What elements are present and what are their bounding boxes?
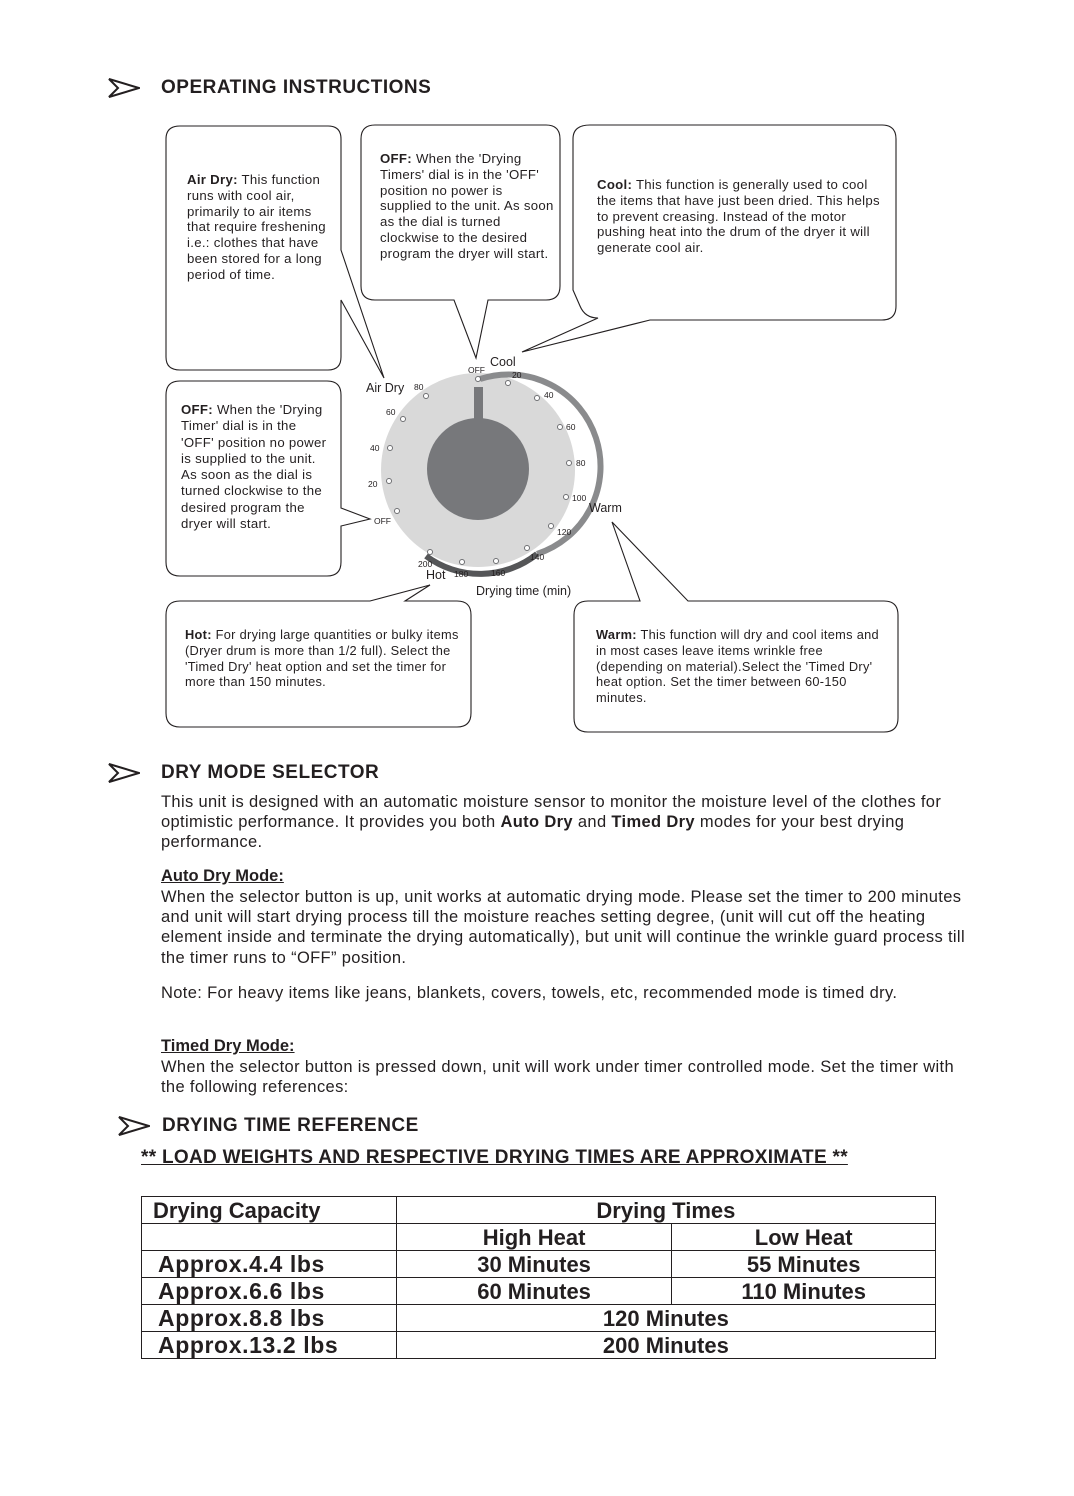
reference-title: DRYING TIME REFERENCE [162, 1115, 419, 1136]
dry-mode-heading [108, 759, 380, 787]
heat-tick: 40 [544, 390, 554, 400]
intro-timed-dry: Timed Dry [611, 813, 695, 832]
off-top-text: When the 'Drying Timers' dial is in the 'OFF' position no power is supplied to the unit. As soon as the dial is turned clockwise to the desired program the dryer will start. [380, 151, 554, 261]
table-header-row [142, 1197, 936, 1224]
header-capacity: Drying Capacity [142, 1197, 397, 1224]
row-capacity: Approx.8.8 lbs [142, 1305, 397, 1332]
row-both: 120 Minutes [396, 1305, 935, 1332]
warm-description [596, 627, 890, 706]
intro-text-and: and [572, 813, 612, 832]
row-capacity: Approx.4.4 lbs [142, 1251, 397, 1278]
heat-tick: 120 [557, 527, 572, 537]
table-row [142, 1305, 936, 1332]
timer-dial[interactable] [381, 373, 601, 574]
air-tick: 40 [370, 443, 380, 453]
row-both: 200 Minutes [396, 1332, 935, 1359]
warm-label: Warm: [596, 627, 637, 642]
cool-description [597, 177, 882, 256]
dial-warm-label: Warm [589, 501, 622, 515]
heat-tick: 160 [491, 568, 506, 578]
heat-tick: 100 [572, 493, 587, 503]
timed-dry-text: When the selector button is pressed down, unit will work under timer controlled mode. Set the timer with the following references: [161, 1058, 954, 1097]
auto-dry-text: When the selector button is up, unit works at automatic drying mode. Please set the timer to 200 minutes and unit will start drying process till the moisture reaches setting degree, (unit will cut off the heating element inside and terminate the drying automatically), but unit will continue the wrinkle guard process till the timer runs to “OFF” position. [161, 888, 965, 967]
table-row [142, 1251, 936, 1278]
row-capacity: Approx.6.6 lbs [142, 1278, 397, 1305]
off-left-label: OFF: [181, 402, 213, 417]
timed-dry-title: Timed Dry Mode: [161, 1037, 295, 1055]
operating-title: OPERATING INSTRUCTIONS [161, 77, 432, 98]
table-row [142, 1332, 936, 1359]
air-dry-label: Air Dry: [187, 172, 238, 187]
row-low: 55 Minutes [672, 1251, 936, 1278]
reference-subheading: ** LOAD WEIGHTS AND RESPECTIVE DRYING TIMES ARE APPROXIMATE ** [141, 1147, 848, 1168]
row-high: 60 Minutes [396, 1278, 672, 1305]
row-low: 110 Minutes [672, 1278, 936, 1305]
header-times: Drying Times [396, 1197, 935, 1224]
intro-text-a: This unit is designed with an automatic moisture sensor to monitor the moisture level of the clothes for optimistic performance. It provides you both [161, 793, 942, 832]
cool-text: This function is generally used to cool the items that have just been dried. This helps to prevent creasing. Instead of the motor pushing heat into the drum of the dryer it will generate cool air. [597, 177, 880, 256]
row-capacity: Approx.13.2 lbs [142, 1332, 397, 1359]
air-tick: 20 [368, 479, 378, 489]
intro-text-b: modes for your best drying performance. [161, 813, 905, 852]
air-tick: 60 [386, 407, 396, 417]
dial-air-dry-label: Air Dry [366, 381, 405, 395]
note-text: Note: For heavy items like jeans, blankets, covers, towels, etc, recommended mode is timed dry. [161, 984, 898, 1002]
hot-description [185, 627, 459, 690]
auto-dry-title: Auto Dry Mode: [161, 867, 284, 885]
heat-tick: 200 [418, 559, 433, 569]
off-top-label: OFF: [380, 151, 412, 166]
dial-hot-label: Hot [426, 568, 446, 582]
row-high: 30 Minutes [396, 1251, 672, 1278]
hot-label: Hot: [185, 627, 212, 642]
intro-auto-dry: Auto Dry [500, 813, 573, 832]
dial-tick-off-left: OFF [374, 516, 391, 526]
dry-mode-intro [161, 792, 976, 853]
hot-text: For drying large quantities or bulky items (Dryer drum is more than 1/2 full). Select the 'Timed Dry' heat option and set the timer for more than 150 minutes. [185, 627, 459, 690]
heat-tick: 180 [454, 569, 469, 579]
air-dry-description [187, 172, 327, 283]
dial-axis-label: Drying time (min) [476, 584, 572, 598]
dial-tick-off-top: OFF [468, 365, 485, 375]
reference-heading [118, 1112, 419, 1140]
heat-tick: 60 [566, 422, 576, 432]
table-subheader-row [142, 1224, 936, 1251]
dry-mode-title: DRY MODE SELECTOR [161, 762, 380, 783]
air-dry-text: This function runs with cool air, primarily to air items that require freshening i.e.: clothes that have been stored for a long period of time. [187, 172, 326, 282]
arrow-bullet-icon [108, 762, 140, 784]
heat-tick: 140 [530, 552, 545, 562]
dial-cool-label: Cool [490, 355, 516, 369]
off-left-description [181, 402, 331, 532]
cool-label: Cool: [597, 177, 633, 192]
off-left-text: When the 'Drying Timer' dial is in the 'OFF' position no power is supplied to the unit. As soon as the dial is turned clockwise to the desired program the dryer will start. [181, 402, 327, 532]
heat-tick: 80 [576, 458, 586, 468]
table-row [142, 1278, 936, 1305]
header-low-heat: Low Heat [672, 1224, 936, 1251]
arrow-bullet-icon [118, 1115, 150, 1137]
drying-time-table [141, 1196, 936, 1359]
off-top-description [380, 151, 556, 262]
heat-tick: 20 [512, 370, 522, 380]
warm-text: This function will dry and cool items and in most cases leave items wrinkle free (depending on material).Select the 'Timed Dry' heat option. Set the timer between 60-150 minutes. [596, 627, 879, 706]
air-tick: 80 [414, 382, 424, 392]
header-high-heat: High Heat [396, 1224, 672, 1251]
header-empty [142, 1224, 397, 1251]
